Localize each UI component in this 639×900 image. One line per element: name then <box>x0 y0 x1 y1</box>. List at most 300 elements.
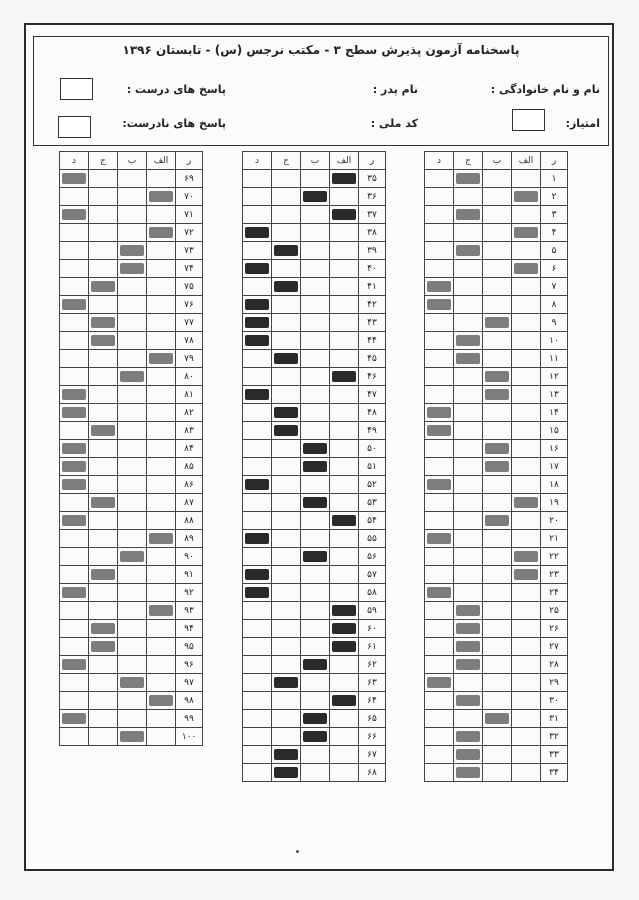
option-jim-bubble[interactable] <box>272 458 301 476</box>
option-alef-bubble[interactable] <box>147 188 176 206</box>
option-alef-bubble[interactable] <box>147 530 176 548</box>
option-dal-bubble[interactable] <box>243 530 272 548</box>
option-dal-bubble[interactable] <box>243 242 272 260</box>
option-dal-bubble[interactable] <box>243 458 272 476</box>
option-be-bubble[interactable] <box>483 638 512 656</box>
option-dal-bubble[interactable] <box>425 422 454 440</box>
option-jim-bubble[interactable] <box>454 242 483 260</box>
option-be-bubble[interactable] <box>483 440 512 458</box>
wrong-answers-box[interactable] <box>58 116 91 138</box>
option-jim-bubble[interactable] <box>454 440 483 458</box>
option-dal-bubble[interactable] <box>425 710 454 728</box>
option-alef-bubble[interactable] <box>512 332 541 350</box>
option-alef-bubble[interactable] <box>512 602 541 620</box>
option-alef-bubble[interactable] <box>330 602 359 620</box>
option-alef-bubble[interactable] <box>512 458 541 476</box>
option-be-bubble[interactable] <box>118 602 147 620</box>
option-alef-bubble[interactable] <box>330 746 359 764</box>
option-jim-bubble[interactable] <box>89 476 118 494</box>
option-alef-bubble[interactable] <box>512 656 541 674</box>
option-dal-bubble[interactable] <box>425 260 454 278</box>
option-be-bubble[interactable] <box>118 692 147 710</box>
option-jim-bubble[interactable] <box>89 548 118 566</box>
option-be-bubble[interactable] <box>483 296 512 314</box>
option-dal-bubble[interactable] <box>425 188 454 206</box>
option-be-bubble[interactable] <box>483 224 512 242</box>
option-alef-bubble[interactable] <box>330 404 359 422</box>
option-jim-bubble[interactable] <box>454 314 483 332</box>
option-jim-bubble[interactable] <box>272 188 301 206</box>
option-be-bubble[interactable] <box>483 512 512 530</box>
option-be-bubble[interactable] <box>301 656 330 674</box>
option-jim-bubble[interactable] <box>272 656 301 674</box>
option-alef-bubble[interactable] <box>512 368 541 386</box>
option-dal-bubble[interactable] <box>425 206 454 224</box>
option-jim-bubble[interactable] <box>89 332 118 350</box>
option-dal-bubble[interactable] <box>425 494 454 512</box>
option-be-bubble[interactable] <box>301 368 330 386</box>
option-dal-bubble[interactable] <box>60 656 89 674</box>
option-alef-bubble[interactable] <box>512 548 541 566</box>
option-dal-bubble[interactable] <box>425 314 454 332</box>
option-dal-bubble[interactable] <box>425 296 454 314</box>
option-jim-bubble[interactable] <box>89 350 118 368</box>
option-dal-bubble[interactable] <box>60 620 89 638</box>
option-dal-bubble[interactable] <box>60 206 89 224</box>
option-jim-bubble[interactable] <box>89 440 118 458</box>
option-be-bubble[interactable] <box>483 494 512 512</box>
option-jim-bubble[interactable] <box>89 494 118 512</box>
option-alef-bubble[interactable] <box>147 458 176 476</box>
option-dal-bubble[interactable] <box>60 350 89 368</box>
option-dal-bubble[interactable] <box>425 242 454 260</box>
option-dal-bubble[interactable] <box>425 620 454 638</box>
option-alef-bubble[interactable] <box>330 224 359 242</box>
option-dal-bubble[interactable] <box>60 170 89 188</box>
option-jim-bubble[interactable] <box>272 206 301 224</box>
option-alef-bubble[interactable] <box>512 404 541 422</box>
option-be-bubble[interactable] <box>483 260 512 278</box>
option-alef-bubble[interactable] <box>147 314 176 332</box>
option-jim-bubble[interactable] <box>89 530 118 548</box>
option-dal-bubble[interactable] <box>243 764 272 782</box>
option-jim-bubble[interactable] <box>454 584 483 602</box>
option-alef-bubble[interactable] <box>512 638 541 656</box>
option-alef-bubble[interactable] <box>512 512 541 530</box>
option-dal-bubble[interactable] <box>243 386 272 404</box>
option-dal-bubble[interactable] <box>243 710 272 728</box>
option-alef-bubble[interactable] <box>330 206 359 224</box>
option-dal-bubble[interactable] <box>243 314 272 332</box>
option-alef-bubble[interactable] <box>512 350 541 368</box>
option-alef-bubble[interactable] <box>147 584 176 602</box>
option-be-bubble[interactable] <box>301 746 330 764</box>
option-be-bubble[interactable] <box>301 242 330 260</box>
option-alef-bubble[interactable] <box>330 242 359 260</box>
option-jim-bubble[interactable] <box>89 674 118 692</box>
option-dal-bubble[interactable] <box>243 404 272 422</box>
option-alef-bubble[interactable] <box>330 296 359 314</box>
option-dal-bubble[interactable] <box>243 674 272 692</box>
option-dal-bubble[interactable] <box>425 170 454 188</box>
option-dal-bubble[interactable] <box>243 224 272 242</box>
option-alef-bubble[interactable] <box>147 242 176 260</box>
option-dal-bubble[interactable] <box>243 746 272 764</box>
option-jim-bubble[interactable] <box>272 584 301 602</box>
option-dal-bubble[interactable] <box>60 260 89 278</box>
option-be-bubble[interactable] <box>301 674 330 692</box>
option-jim-bubble[interactable] <box>89 656 118 674</box>
option-jim-bubble[interactable] <box>272 494 301 512</box>
option-jim-bubble[interactable] <box>272 530 301 548</box>
option-jim-bubble[interactable] <box>89 224 118 242</box>
option-be-bubble[interactable] <box>483 746 512 764</box>
option-be-bubble[interactable] <box>301 476 330 494</box>
option-dal-bubble[interactable] <box>243 278 272 296</box>
option-alef-bubble[interactable] <box>512 170 541 188</box>
option-alef-bubble[interactable] <box>330 512 359 530</box>
option-alef-bubble[interactable] <box>512 494 541 512</box>
option-be-bubble[interactable] <box>483 206 512 224</box>
option-be-bubble[interactable] <box>118 314 147 332</box>
option-be-bubble[interactable] <box>483 476 512 494</box>
option-alef-bubble[interactable] <box>330 386 359 404</box>
option-alef-bubble[interactable] <box>512 260 541 278</box>
option-jim-bubble[interactable] <box>89 458 118 476</box>
option-alef-bubble[interactable] <box>512 422 541 440</box>
option-jim-bubble[interactable] <box>454 476 483 494</box>
option-alef-bubble[interactable] <box>147 422 176 440</box>
option-jim-bubble[interactable] <box>272 602 301 620</box>
option-jim-bubble[interactable] <box>89 170 118 188</box>
option-be-bubble[interactable] <box>483 242 512 260</box>
option-alef-bubble[interactable] <box>512 746 541 764</box>
option-be-bubble[interactable] <box>118 728 147 746</box>
option-alef-bubble[interactable] <box>330 314 359 332</box>
option-jim-bubble[interactable] <box>89 278 118 296</box>
option-jim-bubble[interactable] <box>89 512 118 530</box>
option-alef-bubble[interactable] <box>330 278 359 296</box>
option-alef-bubble[interactable] <box>330 548 359 566</box>
option-be-bubble[interactable] <box>301 296 330 314</box>
option-dal-bubble[interactable] <box>243 620 272 638</box>
option-be-bubble[interactable] <box>118 458 147 476</box>
option-be-bubble[interactable] <box>301 728 330 746</box>
option-dal-bubble[interactable] <box>60 530 89 548</box>
option-alef-bubble[interactable] <box>512 728 541 746</box>
option-alef-bubble[interactable] <box>147 206 176 224</box>
option-be-bubble[interactable] <box>483 530 512 548</box>
option-jim-bubble[interactable] <box>89 296 118 314</box>
option-be-bubble[interactable] <box>118 620 147 638</box>
option-jim-bubble[interactable] <box>272 476 301 494</box>
option-dal-bubble[interactable] <box>425 746 454 764</box>
option-alef-bubble[interactable] <box>330 728 359 746</box>
option-be-bubble[interactable] <box>483 368 512 386</box>
option-be-bubble[interactable] <box>301 314 330 332</box>
option-dal-bubble[interactable] <box>425 548 454 566</box>
option-jim-bubble[interactable] <box>89 566 118 584</box>
option-be-bubble[interactable] <box>301 710 330 728</box>
option-alef-bubble[interactable] <box>330 260 359 278</box>
option-alef-bubble[interactable] <box>147 278 176 296</box>
option-be-bubble[interactable] <box>301 458 330 476</box>
option-be-bubble[interactable] <box>118 188 147 206</box>
option-jim-bubble[interactable] <box>454 386 483 404</box>
option-dal-bubble[interactable] <box>60 440 89 458</box>
option-be-bubble[interactable] <box>118 440 147 458</box>
option-alef-bubble[interactable] <box>512 584 541 602</box>
option-alef-bubble[interactable] <box>330 368 359 386</box>
option-alef-bubble[interactable] <box>147 692 176 710</box>
option-be-bubble[interactable] <box>483 602 512 620</box>
option-alef-bubble[interactable] <box>512 764 541 782</box>
option-alef-bubble[interactable] <box>147 656 176 674</box>
option-jim-bubble[interactable] <box>89 368 118 386</box>
option-alef-bubble[interactable] <box>330 458 359 476</box>
option-jim-bubble[interactable] <box>454 458 483 476</box>
option-alef-bubble[interactable] <box>512 188 541 206</box>
option-be-bubble[interactable] <box>301 566 330 584</box>
option-be-bubble[interactable] <box>301 278 330 296</box>
option-be-bubble[interactable] <box>483 566 512 584</box>
option-dal-bubble[interactable] <box>425 350 454 368</box>
option-dal-bubble[interactable] <box>425 530 454 548</box>
option-jim-bubble[interactable] <box>89 206 118 224</box>
option-jim-bubble[interactable] <box>89 260 118 278</box>
option-be-bubble[interactable] <box>118 512 147 530</box>
option-jim-bubble[interactable] <box>454 512 483 530</box>
option-be-bubble[interactable] <box>118 548 147 566</box>
option-dal-bubble[interactable] <box>60 476 89 494</box>
option-jim-bubble[interactable] <box>272 512 301 530</box>
option-dal-bubble[interactable] <box>60 710 89 728</box>
option-alef-bubble[interactable] <box>330 170 359 188</box>
option-dal-bubble[interactable] <box>60 584 89 602</box>
option-alef-bubble[interactable] <box>330 566 359 584</box>
option-be-bubble[interactable] <box>301 206 330 224</box>
option-be-bubble[interactable] <box>301 260 330 278</box>
option-be-bubble[interactable] <box>118 530 147 548</box>
option-be-bubble[interactable] <box>301 512 330 530</box>
option-jim-bubble[interactable] <box>272 620 301 638</box>
option-alef-bubble[interactable] <box>147 350 176 368</box>
option-dal-bubble[interactable] <box>243 548 272 566</box>
option-be-bubble[interactable] <box>118 674 147 692</box>
option-dal-bubble[interactable] <box>243 584 272 602</box>
option-be-bubble[interactable] <box>483 170 512 188</box>
option-dal-bubble[interactable] <box>60 674 89 692</box>
option-jim-bubble[interactable] <box>454 728 483 746</box>
option-jim-bubble[interactable] <box>272 170 301 188</box>
score-box[interactable] <box>512 109 545 131</box>
option-dal-bubble[interactable] <box>60 188 89 206</box>
option-alef-bubble[interactable] <box>330 584 359 602</box>
option-alef-bubble[interactable] <box>512 224 541 242</box>
option-jim-bubble[interactable] <box>454 620 483 638</box>
option-dal-bubble[interactable] <box>60 332 89 350</box>
option-alef-bubble[interactable] <box>512 440 541 458</box>
option-jim-bubble[interactable] <box>454 422 483 440</box>
option-jim-bubble[interactable] <box>89 404 118 422</box>
option-be-bubble[interactable] <box>118 656 147 674</box>
option-jim-bubble[interactable] <box>454 710 483 728</box>
option-jim-bubble[interactable] <box>89 242 118 260</box>
option-dal-bubble[interactable] <box>425 368 454 386</box>
option-be-bubble[interactable] <box>118 278 147 296</box>
option-jim-bubble[interactable] <box>454 602 483 620</box>
option-dal-bubble[interactable] <box>243 566 272 584</box>
option-dal-bubble[interactable] <box>60 458 89 476</box>
option-dal-bubble[interactable] <box>425 476 454 494</box>
option-dal-bubble[interactable] <box>425 584 454 602</box>
option-be-bubble[interactable] <box>301 764 330 782</box>
option-alef-bubble[interactable] <box>330 494 359 512</box>
option-jim-bubble[interactable] <box>272 710 301 728</box>
option-be-bubble[interactable] <box>301 494 330 512</box>
option-jim-bubble[interactable] <box>454 548 483 566</box>
option-be-bubble[interactable] <box>118 710 147 728</box>
option-alef-bubble[interactable] <box>330 638 359 656</box>
option-dal-bubble[interactable] <box>425 764 454 782</box>
option-jim-bubble[interactable] <box>272 746 301 764</box>
option-dal-bubble[interactable] <box>60 296 89 314</box>
option-jim-bubble[interactable] <box>272 548 301 566</box>
option-be-bubble[interactable] <box>301 170 330 188</box>
option-be-bubble[interactable] <box>483 458 512 476</box>
option-alef-bubble[interactable] <box>147 476 176 494</box>
option-be-bubble[interactable] <box>118 368 147 386</box>
option-jim-bubble[interactable] <box>272 296 301 314</box>
option-be-bubble[interactable] <box>301 602 330 620</box>
option-be-bubble[interactable] <box>118 404 147 422</box>
option-jim-bubble[interactable] <box>272 350 301 368</box>
option-jim-bubble[interactable] <box>272 314 301 332</box>
option-be-bubble[interactable] <box>301 692 330 710</box>
option-dal-bubble[interactable] <box>425 404 454 422</box>
option-be-bubble[interactable] <box>301 224 330 242</box>
option-dal-bubble[interactable] <box>60 602 89 620</box>
option-dal-bubble[interactable] <box>243 170 272 188</box>
option-jim-bubble[interactable] <box>272 674 301 692</box>
option-dal-bubble[interactable] <box>60 548 89 566</box>
option-jim-bubble[interactable] <box>454 278 483 296</box>
option-alef-bubble[interactable] <box>147 386 176 404</box>
option-dal-bubble[interactable] <box>425 512 454 530</box>
option-alef-bubble[interactable] <box>330 656 359 674</box>
option-dal-bubble[interactable] <box>425 224 454 242</box>
option-jim-bubble[interactable] <box>454 170 483 188</box>
option-jim-bubble[interactable] <box>454 530 483 548</box>
option-alef-bubble[interactable] <box>330 476 359 494</box>
option-jim-bubble[interactable] <box>272 422 301 440</box>
option-dal-bubble[interactable] <box>425 566 454 584</box>
option-be-bubble[interactable] <box>301 332 330 350</box>
option-dal-bubble[interactable] <box>60 368 89 386</box>
option-dal-bubble[interactable] <box>425 386 454 404</box>
option-be-bubble[interactable] <box>301 620 330 638</box>
option-jim-bubble[interactable] <box>272 242 301 260</box>
option-be-bubble[interactable] <box>483 332 512 350</box>
option-alef-bubble[interactable] <box>512 206 541 224</box>
option-jim-bubble[interactable] <box>272 764 301 782</box>
option-jim-bubble[interactable] <box>454 224 483 242</box>
option-alef-bubble[interactable] <box>330 692 359 710</box>
option-be-bubble[interactable] <box>118 584 147 602</box>
option-be-bubble[interactable] <box>483 404 512 422</box>
option-jim-bubble[interactable] <box>272 404 301 422</box>
option-dal-bubble[interactable] <box>60 422 89 440</box>
option-be-bubble[interactable] <box>301 350 330 368</box>
option-jim-bubble[interactable] <box>89 422 118 440</box>
option-alef-bubble[interactable] <box>147 440 176 458</box>
option-alef-bubble[interactable] <box>147 332 176 350</box>
option-dal-bubble[interactable] <box>60 566 89 584</box>
option-jim-bubble[interactable] <box>454 296 483 314</box>
option-jim-bubble[interactable] <box>454 332 483 350</box>
option-jim-bubble[interactable] <box>272 278 301 296</box>
option-be-bubble[interactable] <box>118 422 147 440</box>
option-dal-bubble[interactable] <box>243 368 272 386</box>
option-be-bubble[interactable] <box>301 440 330 458</box>
option-dal-bubble[interactable] <box>60 278 89 296</box>
option-jim-bubble[interactable] <box>454 638 483 656</box>
option-alef-bubble[interactable] <box>147 728 176 746</box>
option-dal-bubble[interactable] <box>243 638 272 656</box>
option-jim-bubble[interactable] <box>89 728 118 746</box>
option-be-bubble[interactable] <box>118 386 147 404</box>
option-alef-bubble[interactable] <box>330 188 359 206</box>
option-dal-bubble[interactable] <box>425 656 454 674</box>
option-be-bubble[interactable] <box>118 566 147 584</box>
option-dal-bubble[interactable] <box>60 692 89 710</box>
option-dal-bubble[interactable] <box>243 512 272 530</box>
option-alef-bubble[interactable] <box>512 296 541 314</box>
option-be-bubble[interactable] <box>118 350 147 368</box>
option-dal-bubble[interactable] <box>243 332 272 350</box>
option-alef-bubble[interactable] <box>147 638 176 656</box>
option-jim-bubble[interactable] <box>89 692 118 710</box>
option-dal-bubble[interactable] <box>60 224 89 242</box>
option-be-bubble[interactable] <box>483 620 512 638</box>
option-alef-bubble[interactable] <box>512 476 541 494</box>
option-jim-bubble[interactable] <box>272 440 301 458</box>
option-dal-bubble[interactable] <box>243 656 272 674</box>
option-dal-bubble[interactable] <box>60 512 89 530</box>
option-be-bubble[interactable] <box>483 584 512 602</box>
option-be-bubble[interactable] <box>483 548 512 566</box>
option-jim-bubble[interactable] <box>272 368 301 386</box>
option-jim-bubble[interactable] <box>454 746 483 764</box>
option-dal-bubble[interactable] <box>60 242 89 260</box>
option-alef-bubble[interactable] <box>147 566 176 584</box>
option-be-bubble[interactable] <box>118 476 147 494</box>
option-dal-bubble[interactable] <box>60 386 89 404</box>
option-dal-bubble[interactable] <box>425 332 454 350</box>
option-be-bubble[interactable] <box>118 332 147 350</box>
option-alef-bubble[interactable] <box>512 314 541 332</box>
option-jim-bubble[interactable] <box>89 188 118 206</box>
option-jim-bubble[interactable] <box>272 332 301 350</box>
option-be-bubble[interactable] <box>301 404 330 422</box>
option-dal-bubble[interactable] <box>243 494 272 512</box>
option-dal-bubble[interactable] <box>60 404 89 422</box>
option-jim-bubble[interactable] <box>89 710 118 728</box>
option-dal-bubble[interactable] <box>425 692 454 710</box>
option-be-bubble[interactable] <box>301 548 330 566</box>
option-dal-bubble[interactable] <box>425 728 454 746</box>
option-alef-bubble[interactable] <box>147 260 176 278</box>
